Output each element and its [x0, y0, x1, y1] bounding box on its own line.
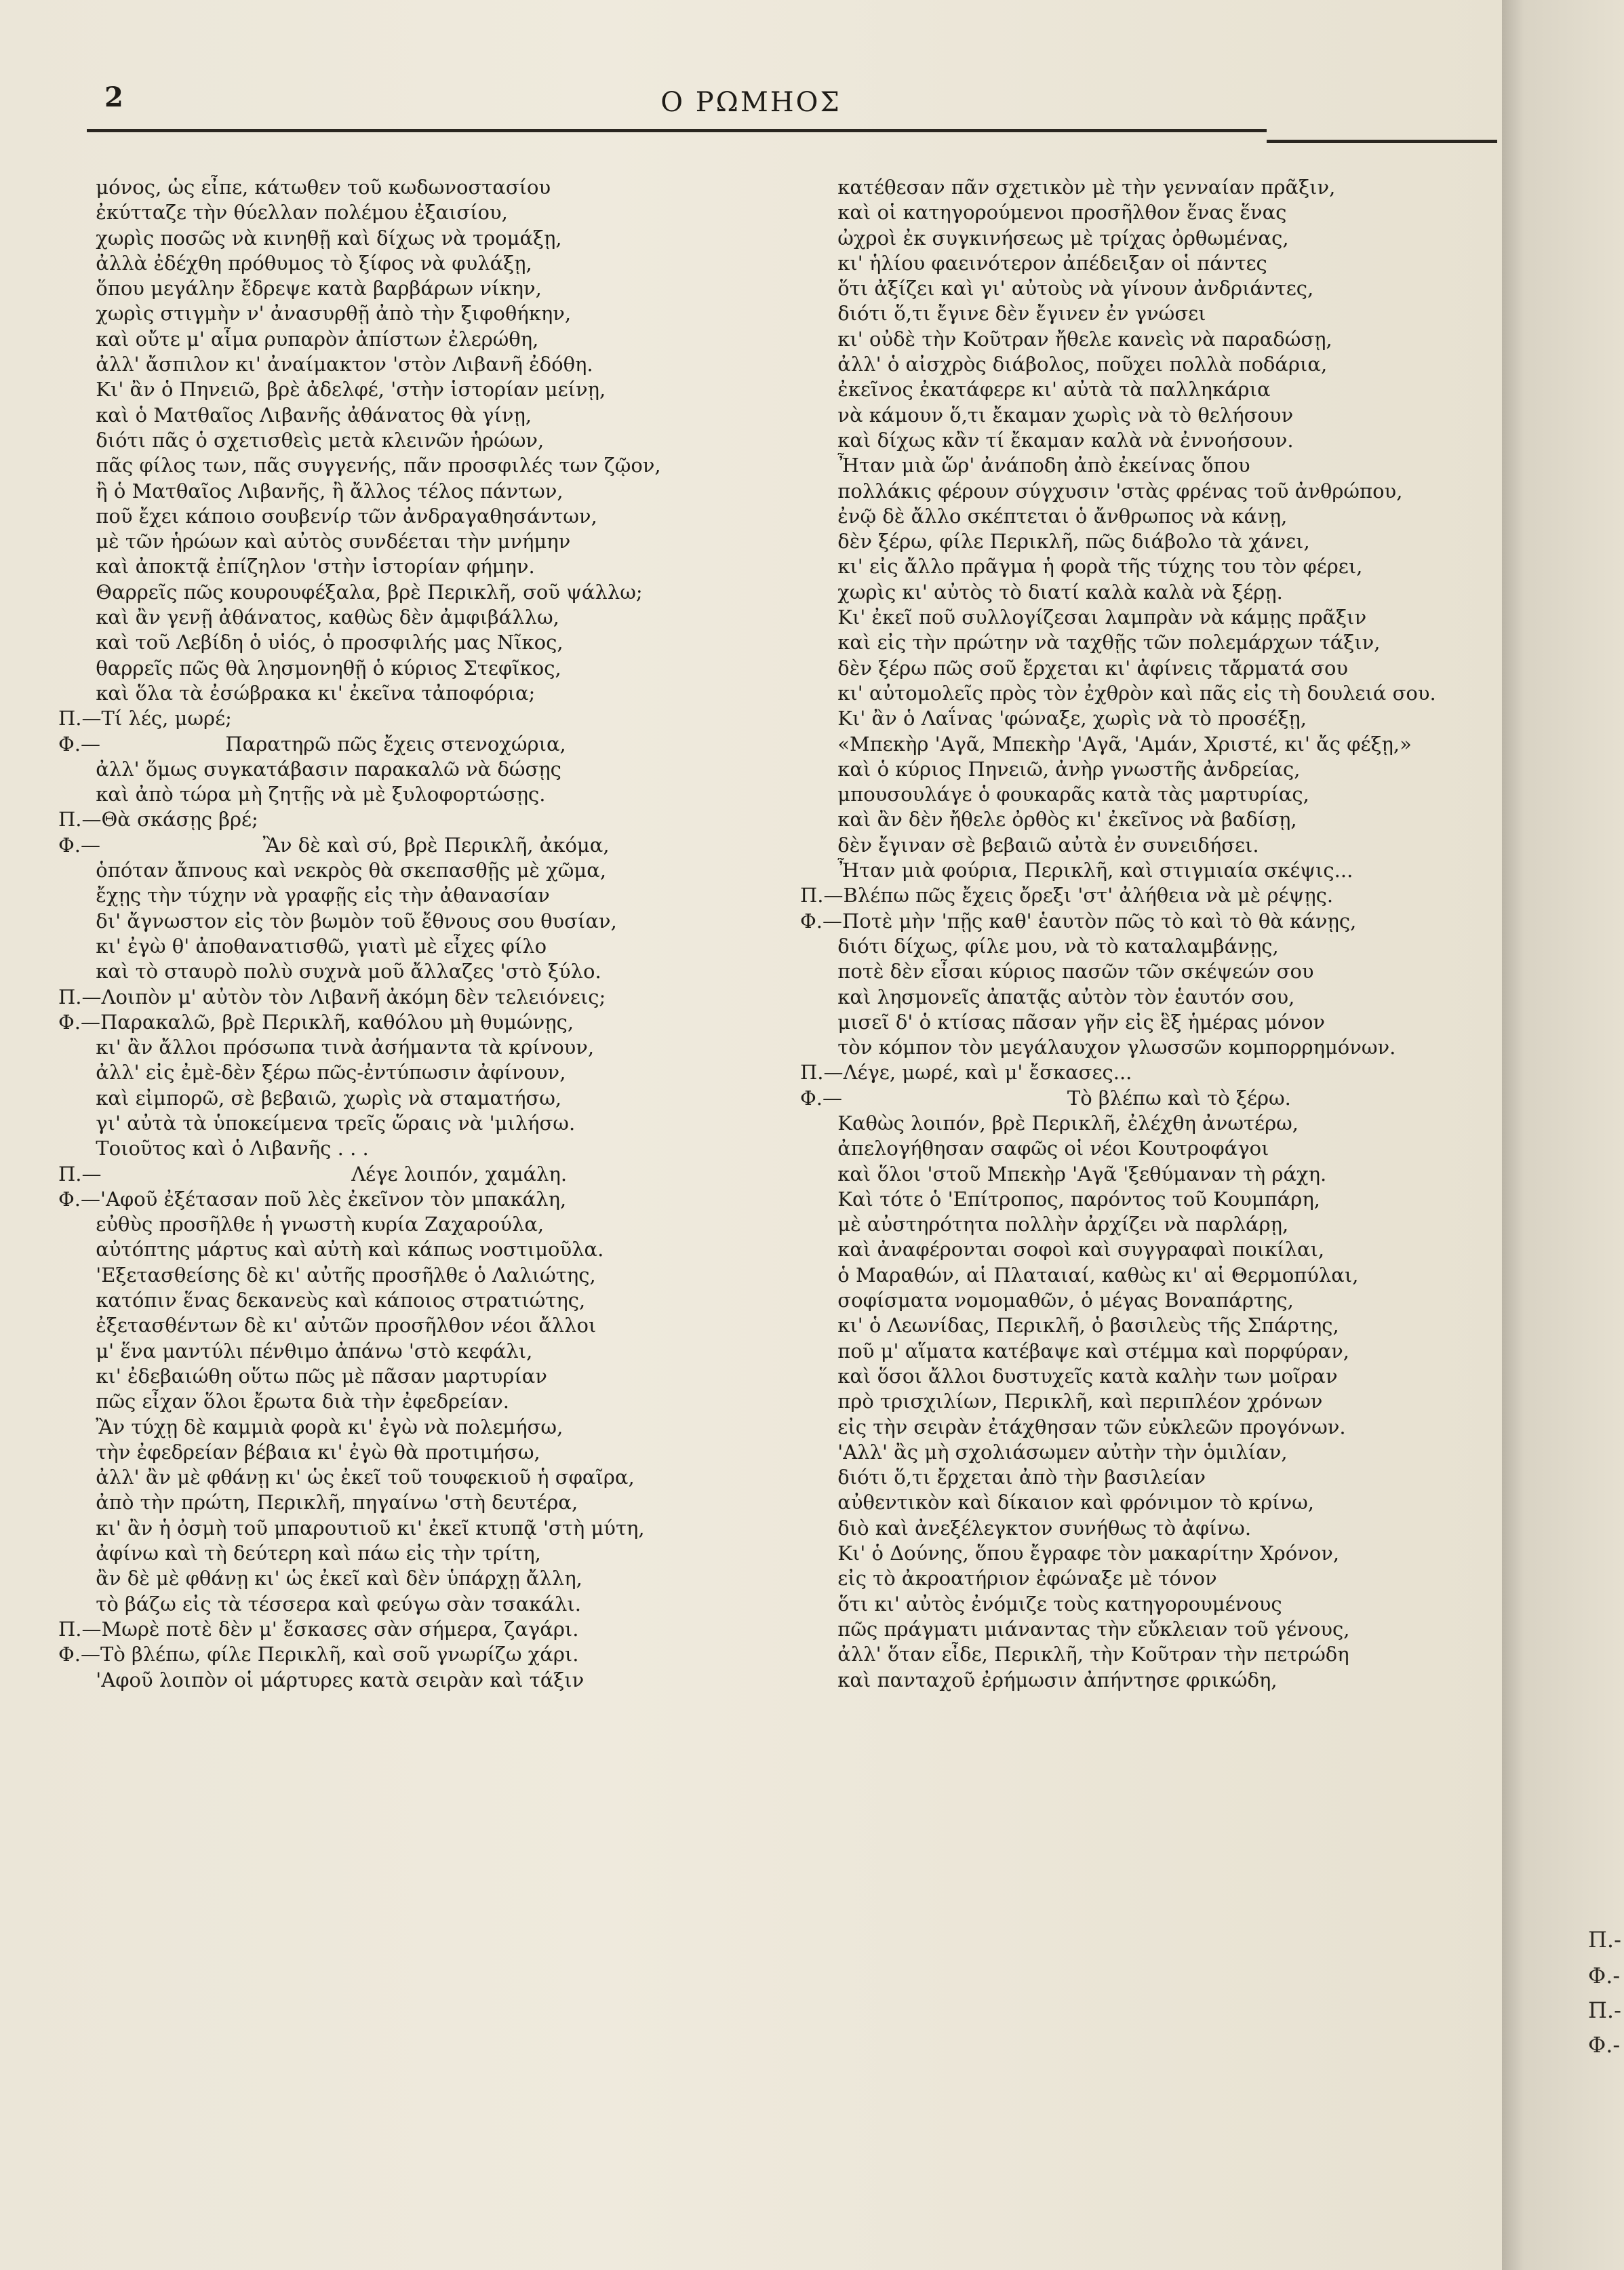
verse-line: τὴν ἐφεδρείαν βέβαια κι' ἐγὼ θὰ προτιμήσω,: [58, 1440, 540, 1464]
verse-line: διότι ὅ,τι ἔρχεται ἀπὸ τὴν βασιλείαν: [800, 1466, 1206, 1489]
verse-line: διότι πᾶς ὁ σχετισθεὶς μετὰ κλεινῶν ἡρώων,: [58, 428, 544, 452]
verse-line: καὶ ἂν δὲν ἤθελε ὀρθὸς κι' ἐκεῖνος νὰ βαδίσῃ,: [800, 808, 1297, 831]
verse-line: δὲν ξέρω πῶς σοῦ ἔρχεται κι' ἀφίνεις τἄρματά σου: [800, 656, 1349, 680]
verse-line: δὲν ξέρω, φίλε Περικλῆ, πῶς διάβολο τὰ χάνει,: [800, 530, 1310, 553]
verse-line: κι' αὐτομολεῖς πρὸς τὸν ἐχθρὸν καὶ πᾶς εἰς τὴ δουλειά σου.: [800, 681, 1436, 705]
verse-line: μὲ αὐστηρότητα πολλὴν ἀρχίζει νὰ παρλάρῃ,: [800, 1213, 1289, 1236]
verse-line: καὶ ὁ Ματθαῖος Λιβανῆς ἀθάνατος θὰ γίνῃ,: [58, 403, 532, 427]
verse-line: κι' ὁ Λεωνίδας, Περικλῆ, ὁ βασιλεὺς τῆς Σπάρτης,: [800, 1314, 1339, 1337]
verse-line: Καθὼς λοιπόν, βρὲ Περικλῆ, ἐλέχθη ἀνωτέρω,: [800, 1111, 1299, 1135]
verse-line: κι' εἰς ἄλλο πρᾶγμα ἡ φορὰ τῆς τύχης του τὸν φέρει,: [800, 555, 1363, 579]
verse-line: καὶ ἀναφέρονται σοφοὶ καὶ συγγραφαὶ ποικίλαι,: [800, 1238, 1325, 1261]
verse-line: τὸ βάζω εἰς τὰ τέσσερα καὶ φεύγω σὰν τσακάλι.: [58, 1592, 581, 1616]
verse-line: ἀλλ' εἰς ἐμὲ-δὲν ξέρω πῶς-ἐντύπωσιν ἀφίνουν,: [58, 1061, 566, 1084]
verse-line: σοφίσματα νομομαθῶν, ὁ μέγας Βοναπάρτης,: [800, 1289, 1294, 1312]
verse-line: ἀλλ' ὁ αἰσχρὸς διάβολος, ποῦχει πολλὰ ποδάρια,: [800, 353, 1328, 376]
verse-line: ἐξετασθέντων δὲ κι' αὐτῶν προσῆλθον νέοι ἄλλοι: [58, 1314, 597, 1337]
verse-line: εἰς τὸ ἀκροατήριον ἐφώναξε μὲ τόνον: [800, 1567, 1217, 1590]
header-rule-offset: [1267, 140, 1497, 143]
verse-line: 'Αλλ' ἂς μὴ σχολιάσωμεν αὐτὴν τὴν ὁμιλίαν,: [800, 1440, 1288, 1464]
verse-line: καὶ εἰμπορῶ, σὲ βεβαιῶ, χωρὶς νὰ σταματήσω,: [58, 1086, 562, 1110]
verse-line: Θαρρεῖς πῶς κουρουφέξαλα, βρὲ Περικλῆ, σοῦ ψάλλω;: [58, 580, 643, 604]
verse-line: ὅτι κι' αὐτὸς ἐνόμιζε τοὺς κατηγορουμένους: [800, 1592, 1282, 1616]
masthead-title: Ο ΡΩΜΗΟΣ: [660, 87, 841, 118]
verse-line: καὶ τὸ σταυρὸ πολὺ συχνὰ μοῦ ἄλλαζες 'στὸ ξύλο.: [58, 960, 601, 983]
verse-line: Π.—Λέγε, μωρέ, καὶ μ' ἔσκασες...: [800, 1061, 1132, 1084]
verse-line: ἐνῷ δὲ ἄλλο σκέπτεται ὁ ἄνθρωπος νὰ κάνῃ,: [800, 504, 1288, 528]
verse-line: ποτὲ δὲν εἶσαι κύριος πασῶν τῶν σκέψεών σου: [800, 960, 1314, 983]
verse-line: κι' ἐδεβαιώθη οὕτω πῶς μὲ πᾶσαν μαρτυρίαν: [58, 1364, 547, 1388]
verse-line: Φ.— Τὸ βλέπω καὶ τὸ ξέρω.: [800, 1086, 1291, 1110]
verse-line: καὶ τοῦ Λεβίδη ὁ υἱός, ὁ προσφιλής μας Νῖκος,: [58, 631, 563, 654]
verse-line: καὶ ἂν γενῇ ἀθάνατος, καθὼς δὲν ἀμφιβάλλω,: [58, 606, 559, 629]
verse-line: ἀπὸ τὴν πρώτη, Περικλῆ, πηγαίνω 'στὴ δευτέρα,: [58, 1491, 578, 1514]
verse-line: ὁ Μαραθών, αἱ Πλαταιαί, καθὼς κι' αἱ Θερμοπύλαι,: [800, 1263, 1359, 1287]
verse-line: Ἦταν μιὰ ὥρ' ἀνάποδη ἀπὸ ἐκείνας ὅπου: [800, 454, 1250, 477]
verse-line: Φ.—Τὸ βλέπω, φίλε Περικλῆ, καὶ σοῦ γνωρίζω χάρι.: [58, 1643, 579, 1666]
verse-line: καὶ ἀποκτᾷ ἐπίζηλον 'στὴν ἱστορίαν φήμην.: [58, 555, 535, 579]
verse-line: Καὶ τότε ὁ 'Επίτροπος, παρόντος τοῦ Κουμπάρη,: [800, 1187, 1320, 1211]
verse-line: χωρὶς κι' αὐτὸς τὸ διατί καλὰ καλὰ νὰ ξέρῃ.: [800, 580, 1283, 604]
verse-line: ἢ ὁ Ματθαῖος Λιβανῆς, ἢ ἄλλος τέλος πάντων,: [58, 479, 563, 503]
verse-line: Π.—Τί λές, μωρέ;: [58, 707, 232, 730]
verse-line: αὐτόπτης μάρτυς καὶ αὐτὴ καὶ κάπως νοστιμοῦλα.: [58, 1238, 604, 1261]
verse-line: Κι' ὁ Δούνης, ὅπου ἔγραφε τὸν μακαρίτην Χρόνον,: [800, 1542, 1340, 1565]
verse-line: Π.—Λοιπὸν μ' αὐτὸν τὸν Λιβανῆ ἀκόμη δὲν τελειόνεις;: [58, 985, 606, 1009]
verse-line: χωρὶς ποσῶς νὰ κινηθῇ καὶ δίχως νὰ τρομάξῃ,: [58, 226, 562, 250]
verse-line: ὅτι ἀξίζει καὶ γι' αὐτοὺς νὰ γίνουν ἀνδριάντες,: [800, 277, 1314, 300]
verse-line: καὶ δίχως κἂν τί ἔκαμαν καλὰ νὰ ἐννοήσουν.: [800, 428, 1294, 452]
verse-line: εὐθὺς προσῆλθε ἡ γνωστὴ κυρία Ζαχαρούλα,: [58, 1213, 544, 1236]
verse-line: πᾶς φίλος των, πᾶς συγγενής, πᾶν προσφιλές των ζῷον,: [58, 454, 661, 477]
verse-line: 'Αφοῦ λοιπὸν οἱ μάρτυρες κατὰ σειρὰν καὶ τάξιν: [58, 1668, 585, 1691]
verse-line: Φ.—'Αφοῦ ἐξέτασαν ποῦ λὲς ἐκεῖνον τὸν μπακάλη,: [58, 1187, 567, 1211]
verse-line: ποῦ μ' αἵματα κατέβαψε καὶ στέμμα καὶ πορφύραν,: [800, 1339, 1349, 1363]
verse-line: 'Εξετασθείσης δὲ κι' αὐτῆς προσῆλθε ὁ Λαλιώτης,: [58, 1263, 596, 1287]
verse-line: ἂν δὲ μὲ φθάνῃ κι' ὡς ἐκεῖ καὶ δὲν ὑπάρχῃ ἄλλη,: [58, 1567, 582, 1590]
verse-line: κατόπιν ἕνας δεκανεὺς καὶ κάποιος στρατιώτης,: [58, 1289, 586, 1312]
verse-line: ἀλλ' ἄσπιλον κι' ἀναίμακτον 'στὸν Λιβανῆ ἐδόθη.: [58, 353, 593, 376]
verse-line: δι' ἄγνωστον εἰς τὸν βωμὸν τοῦ ἔθνους σου θυσίαν,: [58, 909, 617, 933]
verse-line: νὰ κάμουν ὅ,τι ἔκαμαν χωρὶς νὰ τὸ θελήσουν: [800, 403, 1294, 427]
verse-line: κι' ἂν ἡ ὀσμὴ τοῦ μπαρουτιοῦ κι' ἐκεῖ κτυπᾷ 'στὴ μύτη,: [58, 1516, 645, 1540]
verse-line: ἀλλ' ὅταν εἶδε, Περικλῆ, τὴν Κοῦτραν τὴν πετρώδη: [800, 1643, 1349, 1666]
verse-line: ἀπελογήθησαν σαφῶς οἱ νέοι Κουτροφάγοι: [800, 1137, 1269, 1160]
verse-line: ἐκεῖνος ἐκατάφερε κι' αὐτὰ τὰ παλληκάρια: [800, 378, 1271, 402]
verse-line: καὶ ὅσοι ἄλλοι δυστυχεῖς κατὰ καλὴν των μοῖραν: [800, 1364, 1338, 1388]
verse-line: ἐκύτταζε τὴν θύελλαν πολέμου ἐξαισίου,: [58, 201, 508, 224]
verse-line: Φ.—Ποτὲ μὴν 'πῇς καθ' ἑαυτὸν πῶς τὸ καὶ τὸ θὰ κάνῃς,: [800, 909, 1357, 933]
verse-line: καὶ ὅλοι 'στοῦ Μπεκὴρ 'Αγᾶ 'ξεθύμαναν τὴ ράχη.: [800, 1162, 1327, 1186]
verse-line: μ' ἕνα μαντύλι πένθιμο ἀπάνω 'στὸ κεφάλι,: [58, 1339, 533, 1363]
verse-line: ὠχροὶ ἐκ συγκινήσεως μὲ τρίχας ὀρθωμένας,: [800, 226, 1289, 250]
verse-line: θαρρεῖς πῶς θὰ λησμονηθῇ ὁ κύριος Στεφῖκος,: [58, 656, 561, 680]
verse-line: μισεῖ δ' ὁ κτίσας πᾶσαν γῆν εἰς ἓξ ἡμέρας μόνον: [800, 1010, 1326, 1034]
verse-line: κατέθεσαν πᾶν σχετικὸν μὲ τὴν γενναίαν πρᾶξιν,: [800, 176, 1336, 199]
verse-line: καὶ ὁ κύριος Πηνειῶ, ἀνὴρ γνωστῆς ἀνδρείας,: [800, 757, 1301, 781]
left-text-column: [58, 175, 787, 1693]
verse-line: καὶ ὅλα τὰ ἐσώβρακα κι' ἐκεῖνα τἀποφόρια;: [58, 681, 536, 705]
verse-line: κι' οὐδὲ τὴν Κοῦτραν ἤθελε κανεὶς νὰ παραδώσῃ,: [800, 327, 1332, 351]
verse-line: Φ.— Παρατηρῶ πῶς ἔχεις στενοχώρια,: [58, 732, 566, 756]
verse-line: καὶ εἰς τὴν πρώτην νὰ ταχθῇς τῶν πολεμάρχων τάξιν,: [800, 631, 1381, 654]
verse-line: καὶ ἀπὸ τώρα μὴ ζητῇς νὰ μὲ ξυλοφορτώσῃς.: [58, 783, 546, 806]
verse-line: μόνος, ὡς εἶπε, κάτωθεν τοῦ κωδωνοστασίου: [58, 176, 551, 199]
verse-line: Ἂν τύχῃ δὲ καμμιὰ φορὰ κι' ἐγὼ νὰ πολεμήσω,: [58, 1415, 563, 1439]
verse-line: ἀλλ' ὅμως συγκατάβασιν παρακαλῶ νὰ δώσῃς: [58, 757, 561, 781]
verse-line: γι' αὐτὰ τὰ ὑποκείμενα τρεῖς ὥραις νὰ 'μιλήσω.: [58, 1111, 576, 1135]
verse-line: καὶ πανταχοῦ ἐρήμωσιν ἀπήντησε φρικώδη,: [800, 1668, 1278, 1691]
verse-line: μπουσουλάγε ὁ φουκαρᾶς κατὰ τὰς μαρτυρίας,: [800, 783, 1309, 806]
edge-speaker-label: Π.-: [1588, 1927, 1621, 1953]
verse-line: καὶ λησμονεῖς ἀπατᾷς αὐτὸν τὸν ἑαυτόν σου,: [800, 985, 1295, 1009]
verse-line: δὲν ἔγιναν σὲ βεβαιῶ αὐτὰ ἐν συνειδήσει.: [800, 833, 1259, 857]
verse-line: Κι' ἐκεῖ ποῦ συλλογίζεσαι λαμπρὰν νὰ κάμῃς πρᾶξιν: [800, 606, 1367, 629]
edge-speaker-label: Φ.-: [1588, 1963, 1621, 1989]
verse-line: Φ.—Παρακαλῶ, βρὲ Περικλῆ, καθόλου μὴ θυμώνῃς,: [58, 1010, 574, 1034]
right-text-column: [800, 175, 1502, 1693]
verse-line: ἀλλ' ἂν μὲ φθάνῃ κι' ὡς ἐκεῖ τοῦ τουφεκιοῦ ἡ σφαῖρα,: [58, 1466, 635, 1489]
verse-line: Π.—Βλέπω πῶς ἔχεις ὄρεξι 'στ' ἀλήθεια νὰ μὲ ρέψῃς.: [800, 884, 1334, 907]
verse-line: καὶ οἱ κατηγορούμενοι προσῆλθον ἕνας ἕνας: [800, 201, 1287, 224]
verse-line: κι' ἂν ἄλλοι πρόσωπα τινὰ ἀσήμαντα τὰ κρίνουν,: [58, 1036, 595, 1059]
verse-line: Κι' ἂν ὁ Λαΐνας 'φώναξε, χωρὶς νὰ τὸ προσέξῃ,: [800, 707, 1307, 730]
verse-line: πῶς εἶχαν ὅλοι ἔρωτα διὰ τὴν ἐφεδρείαν.: [58, 1390, 509, 1413]
verse-line: ἀλλὰ ἐδέχθη πρόθυμος τὸ ξίφος νὰ φυλάξῃ,: [58, 251, 532, 275]
verse-line: εἰς τὴν σειρὰν ἐτάχθησαν τῶν εὐκλεῶν προγόνων.: [800, 1415, 1346, 1439]
header-rule: [87, 129, 1267, 132]
verse-line: ἀφίνω καὶ τὴ δεύτερη καὶ πάω εἰς τὴν τρίτη,: [58, 1542, 541, 1565]
verse-line: Ἦταν μιὰ φούρια, Περικλῆ, καὶ στιγμιαία σκέψις...: [800, 859, 1353, 882]
verse-line: τὸν κόμπον τὸν μεγάλαυχον γλωσσῶν κομπορρημόνων.: [800, 1036, 1396, 1059]
verse-line: Φ.— Ἂν δὲ καὶ σύ, βρὲ Περικλῆ, ἀκόμα,: [58, 833, 610, 857]
page-number: 2: [104, 81, 123, 113]
verse-line: διότι δίχως, φίλε μου, νὰ τὸ καταλαμβάνῃς,: [800, 934, 1279, 958]
verse-line: κι' ἐγὼ θ' ἀποθανατισθῶ, γιατὶ μὲ εἶχες φίλο: [58, 934, 547, 958]
edge-speaker-label: Φ.-: [1588, 2032, 1621, 2058]
verse-line: Κι' ἂν ὁ Πηνειῶ, βρὲ ἀδελφέ, 'στὴν ἱστορίαν μείνῃ,: [58, 378, 606, 402]
verse-line: καὶ οὔτε μ' αἷμα ρυπαρὸν ἀπίστων ἐλερώθη,: [58, 327, 539, 351]
verse-line: διότι ὅ,τι ἔγινε δὲν ἔγινεν ἐν γνώσει: [800, 302, 1206, 326]
verse-line: ποῦ ἔχει κάποιο σουβενίρ τῶν ἀνδραγαθησάντων,: [58, 504, 597, 528]
verse-line: μὲ τῶν ἡρώων καὶ αὐτὸς συνδέεται τὴν μνήμην: [58, 530, 571, 553]
verse-line: «Μπεκὴρ 'Αγᾶ, Μπεκὴρ 'Αγᾶ, 'Αμάν, Χριστέ, κι' ἄς φέξῃ,»: [800, 732, 1412, 756]
verse-line: πολλάκις φέρουν σύγχυσιν 'στὰς φρένας τοῦ ἀνθρώπου,: [800, 479, 1403, 503]
verse-line: πῶς πράγματι μιάναντας τὴν εὔκλειαν τοῦ γένους,: [800, 1617, 1350, 1641]
verse-line: Π.— Λέγε λοιπόν, χαμάλη.: [58, 1162, 568, 1186]
verse-line: ὁπόταν ἄπνους καὶ νεκρὸς θὰ σκεπασθῇς μὲ χῶμα,: [58, 859, 607, 882]
verse-line: κι' ἡλίου φαεινότερον ἀπέδειξαν οἱ πάντες: [800, 251, 1267, 275]
verse-line: ἔχῃς τὴν τύχην νὰ γραφῇς εἰς τὴν ἀθανασίαν: [58, 884, 550, 907]
verse-line: διὸ καὶ ἀνεξέλεγκτον συνήθως τὸ ἀφίνω.: [800, 1516, 1252, 1540]
verse-line: αὐθεντικὸν καὶ δίκαιον καὶ φρόνιμον τὸ κρίνω,: [800, 1491, 1315, 1514]
verse-line: πρὸ τρισχιλίων, Περικλῆ, καὶ περιπλέον χρόνων: [800, 1390, 1323, 1413]
edge-speaker-label: Π.-: [1588, 1997, 1621, 2023]
verse-line: Τοιοῦτος καὶ ὁ Λιβανῆς . . .: [58, 1137, 369, 1160]
verse-line: Π.—Θὰ σκάσῃς βρέ;: [58, 808, 258, 831]
verse-line: Π.—Μωρὲ ποτὲ δὲν μ' ἔσκασες σὰν σήμερα, ζαγάρι.: [58, 1617, 579, 1641]
verse-line: ὅπου μεγάλην ἔδρεψε κατὰ βαρβάρων νίκην,: [58, 277, 542, 300]
verse-line: χωρὶς στιγμὴν ν' ἀνασυρθῇ ἀπὸ τὴν ξιφοθήκην,: [58, 302, 572, 326]
